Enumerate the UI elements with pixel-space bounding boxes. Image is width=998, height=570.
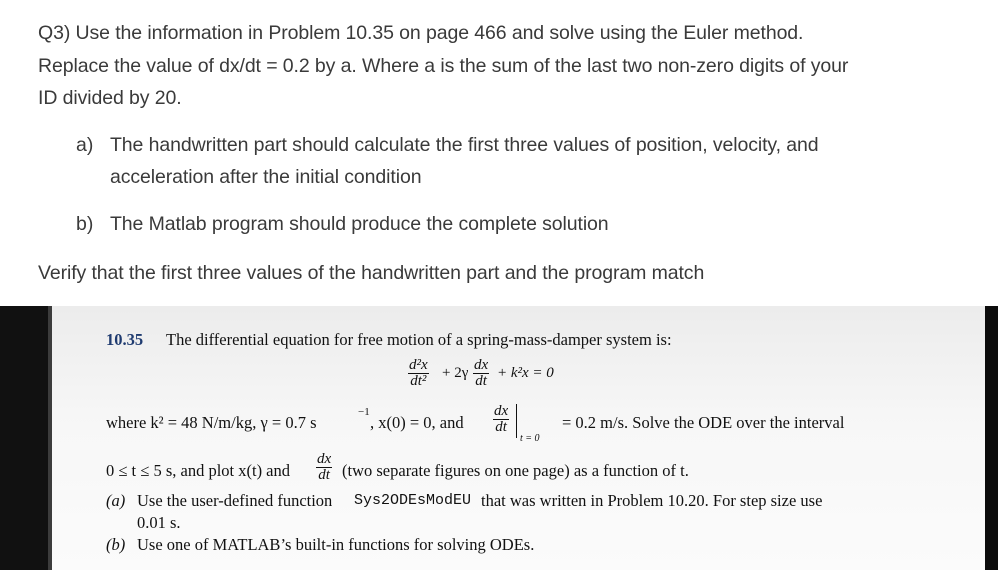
- interval-text: 0 ≤ t ≤ 5 s, and plot x(t) and: [106, 461, 291, 480]
- eq-dt: dt: [475, 373, 487, 389]
- plot-dx: dx: [317, 451, 332, 467]
- verify-line: Verify that the first three values of the handwritten part and the program match: [38, 262, 705, 284]
- neg-one-exponent: −1: [358, 406, 370, 418]
- bar-subscript: t = 0: [520, 433, 540, 444]
- part-a-label: a): [76, 134, 94, 156]
- tb-part-a-label: (a): [106, 491, 126, 510]
- question-line-2: Replace the value of dx/dt = 0.2 by a. Where a is the sum of the last two non-zero digits of your: [38, 55, 849, 77]
- eq-d2x: d²x: [409, 357, 428, 373]
- textbook-page: [52, 306, 985, 570]
- eq-dt2: dt²: [410, 373, 427, 389]
- part-a-line-2: acceleration after the initial condition: [110, 166, 422, 188]
- tb-part-b-text: Use one of MATLAB’s built-in functions for solving ODEs.: [137, 535, 535, 554]
- page-edge-right: [985, 306, 998, 570]
- plot-derivative: [316, 452, 332, 483]
- plot-rest: (two separate figures on one page) as a function of t.: [342, 461, 689, 480]
- condition-text: = 0.2 m/s. Solve the ODE over the interval: [562, 413, 845, 432]
- bar-dt: dt: [495, 419, 507, 435]
- x0-text: , x(0) = 0, and: [370, 413, 464, 432]
- problem-number: 10.35: [106, 330, 144, 349]
- bar-derivative: [493, 404, 509, 435]
- problem-intro: The differential equation for free motion of a spring-mass-damper system is:: [166, 330, 672, 349]
- tb-part-a-text2: that was written in Problem 10.20. For step size use: [481, 491, 823, 510]
- eval-bar: [516, 404, 517, 438]
- eq-dx: dx: [474, 357, 489, 373]
- eq-second-derivative: [408, 358, 429, 389]
- bar-dx: dx: [494, 403, 509, 419]
- part-b-label: b): [76, 213, 94, 235]
- tb-part-b-label: (b): [106, 535, 126, 554]
- part-a-line-1: The handwritten part should calculate the first three values of position, velocity, and: [110, 134, 819, 156]
- tb-part-a-function: Sys2ODEsModEU: [354, 492, 472, 509]
- plot-dt: dt: [318, 467, 330, 483]
- textbook-panel: [0, 306, 998, 570]
- eq-plus-2gamma: + 2γ: [442, 365, 469, 381]
- tb-part-a-line2: 0.01 s.: [137, 513, 181, 532]
- eq-first-derivative: [473, 358, 489, 389]
- part-b-text: The Matlab program should produce the complete solution: [110, 213, 609, 235]
- question-line-1: Q3) Use the information in Problem 10.35 on page 466 and solve using the Euler method.: [38, 22, 804, 44]
- question-line-3: ID divided by 20.: [38, 87, 182, 109]
- eq-rest: + k²x = 0: [497, 365, 554, 381]
- tb-part-a-text1: Use the user-defined function: [137, 491, 333, 510]
- where-text: where k² = 48 N/m/kg, γ = 0.7 s: [106, 413, 317, 432]
